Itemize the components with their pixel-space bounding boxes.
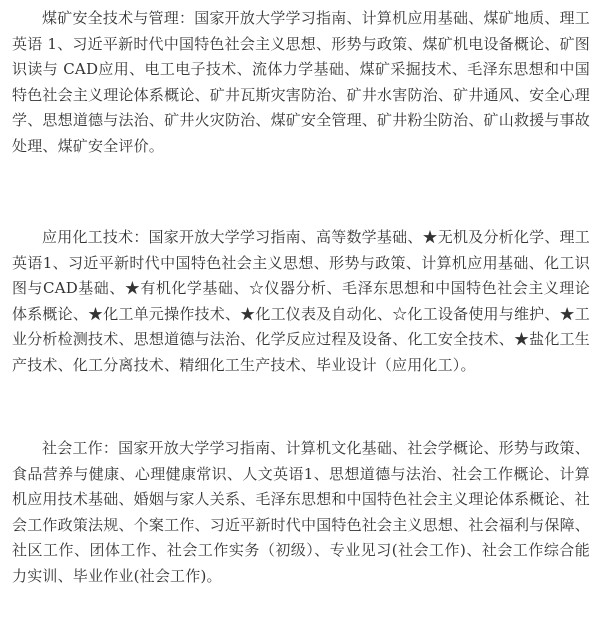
paragraph-coal-mine-safety: 煤矿安全技术与管理：国家开放大学学习指南、计算机应用基础、煤矿地质、理工英语 1、习近平新时代中国特色社会主义思想、形势与政策、煤矿机电设备概论、矿图识读与 CAD应用、电工电子技术、流体力学基础、煤矿采掘技术、毛泽东思想和中国特色社会主义理论体系概论、矿井瓦斯灾害防治、矿井水害防治、矿井通风、安全心理学、思想道德与法治、矿井火灾防治、煤矿安全管理、矿井粉尘防治、矿山救援与事故处理、煤矿安全评价。 bbox=[12, 9, 590, 155]
paragraph-social-work: 社会工作：国家开放大学学习指南、计算机文化基础、社会学概论、形势与政策、食品营养与健康、心理健康常识、人文英语1、思想道德与法治、社会工作概论、计算机应用技术基础、婚姻与家人关系、毛泽东思想和中国特色社会主义理论体系概论、社会工作政策法规、个案工作、习近平新时代中国特色社会主义思想、社会福利与保障、社区工作、团体工作、社会工作实务（初级）、专业见习(社会工作)、社会工作综合能力实训、毕业作业(社会工作)。 bbox=[12, 439, 590, 585]
paragraph-applied-chemical-tech: 应用化工技术：国家开放大学学习指南、高等数学基础、★无机及分析化学、理工英语1、习近平新时代中国特色社会主义思想、形势与政策、计算机应用基础、化工识图与CAD基础、★有机化学基础、☆仪器分析、毛泽东思想和中国特色社会主义理论体系概论、★化工单元操作技术、★化工仪表及自动化、☆化工设备使用与维护、★工业分析检测技术、思想道德与法治、化学反应过程及设备、化工安全技术、★盐化工生产技术、化工分离技术、精细化工生产技术、毕业设计（应用化工）。 bbox=[12, 228, 590, 374]
